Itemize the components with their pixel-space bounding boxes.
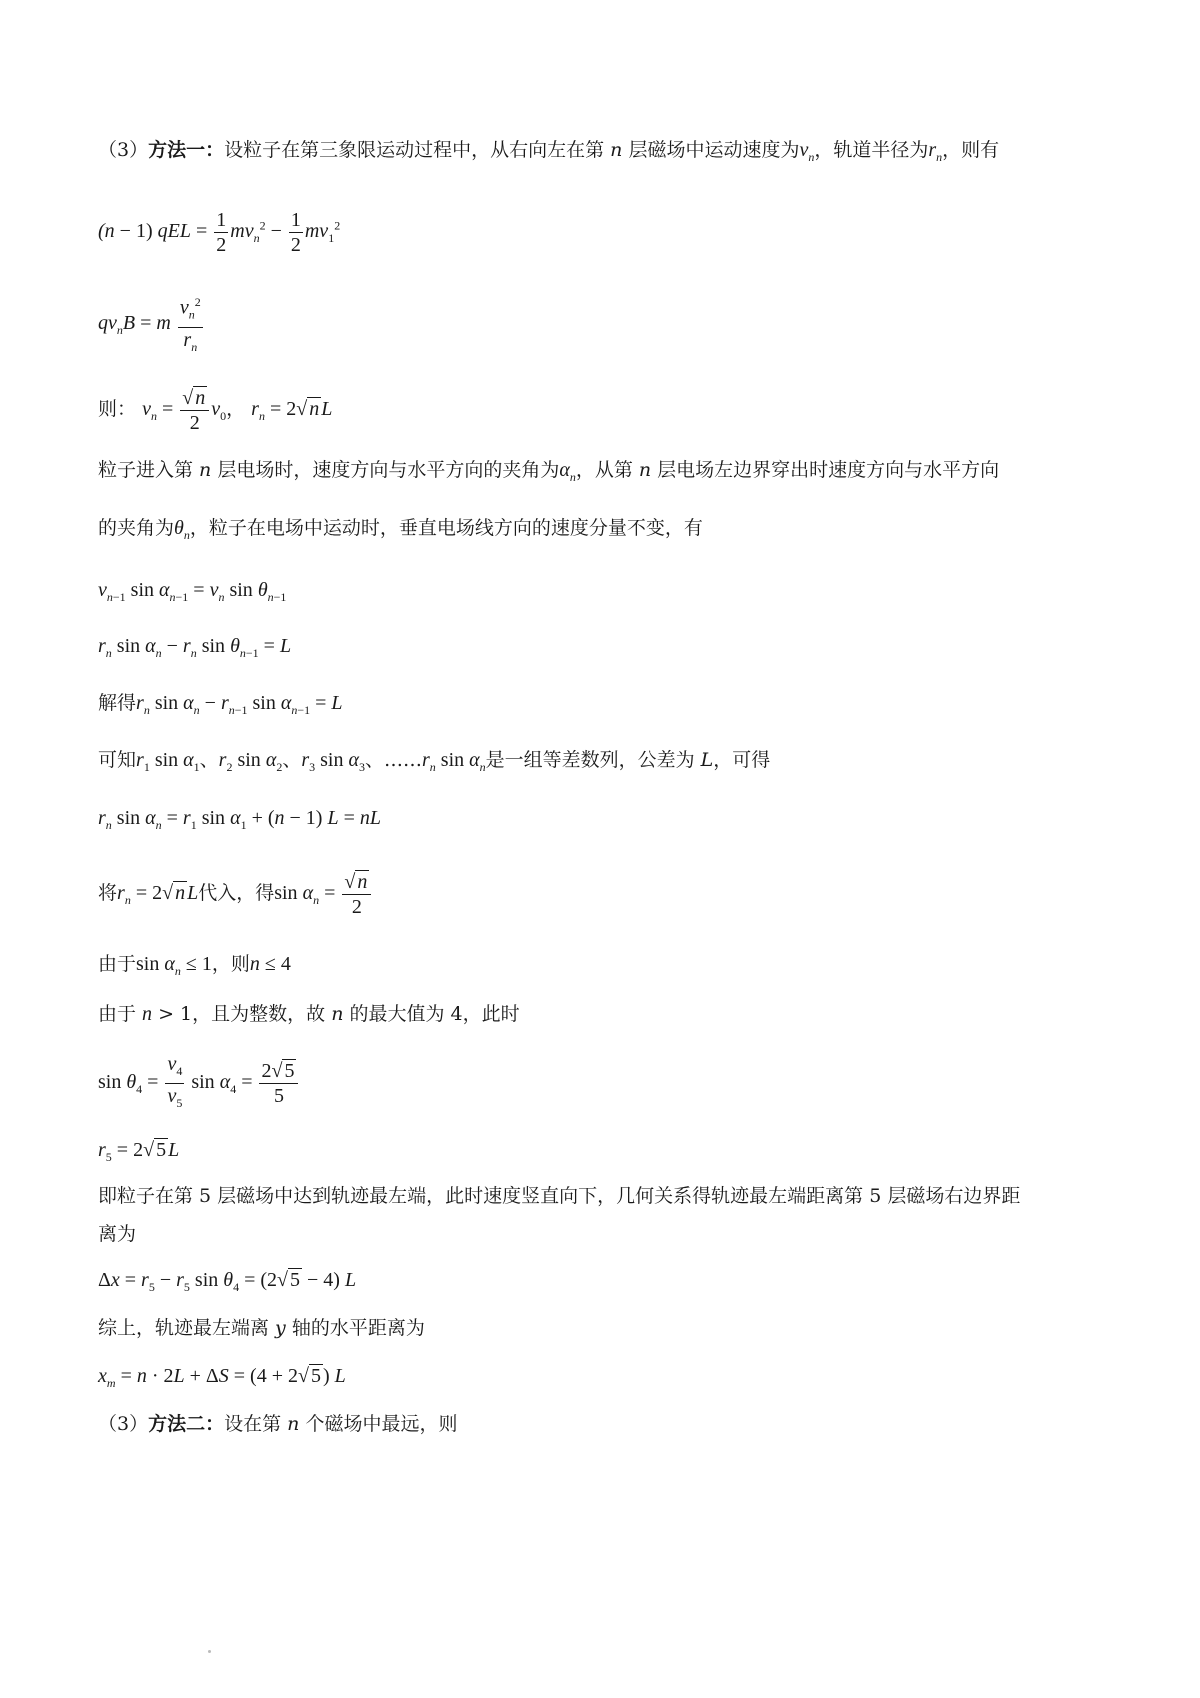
solved-equation: 解得$r_n$ $\sin \alpha_n - r_{n-1}$ $\sin \alpha_{n-1} = L$ [98,692,343,717]
method-label: 方法一： [148,139,225,161]
final-distance-equation: $x_m = n \cdot 2L + \Delta S = (4 + 2√$ 5 ) L [98,1365,346,1390]
energy-equation: (n − 1) qEL = $\frac{1}{2}$ $mv_n^2$ − $\frac{1}{2}$ $mv_1^2$ [98,209,341,256]
intro-text-d: ，则有 [942,139,1000,161]
method-one-intro [98,136,999,171]
sequence-sum-equation: $r_n$ $\sin \alpha_n = r_1$ $\sin \alpha_1 + (n - 1) L$ = nL [98,807,381,832]
intro-text-b: 层磁场中运动速度为 [622,139,800,161]
lorentz-equation: $qv_nB = m$ $\frac{v_n^2}{r_n}$ [98,290,205,359]
section-number: （3） [98,139,149,161]
delta-x-equation: $\Delta x = r_5 - r_5$ $\sin \theta_4 = (2√$ 5 − 4) L [98,1269,357,1294]
method-two-label: 方法二： [148,1413,225,1435]
sequence-prefix: 可知 [98,749,137,771]
inequality-mid: ，则 [211,953,250,975]
intro-text-c: ，轨道半径为 [814,139,929,161]
inequality-text: 由于$\sin \alpha_n \le 1$，则n ≤ 4 [98,953,291,978]
velocity-radius-result: 则： $v_n$ = $\frac{√ n}{2}$ $v_0$， $r_n = 2√$ n L [98,387,333,434]
exit-angle-text: 的夹角为$\theta_n$，粒子在电场中运动时，垂直电场线方向的速度分量不变，有 [98,517,703,542]
distance-label: 离为 [98,1223,137,1245]
substitute-mid: 代入，得 [198,882,275,905]
v-n-symbol: $v_n$ [799,139,815,164]
max-n-text: 由于 n > 1，且为整数，故 n 的最大值为 4，此时 [98,1003,520,1025]
sin-theta-equation: $\sin \theta_4$ = $\frac{v_4}{v_5}$ $\sin \alpha_4$ = $\frac{2√ 5}{5}$ [98,1052,300,1115]
r5-equation: $r_5 = 2√$ 5 L [98,1139,180,1164]
inequality-prefix: 由于 [98,953,137,975]
arithmetic-sequence-text: 可知$r_1$ $\sin \alpha_1$、$r_2$ $\sin \alpha_2$、$r_3$ $\sin \alpha_3$、$\dots\dots r_n$ $\sin \alpha_n$是一组等差数列，公差为 L，可得 [98,749,771,774]
footer-dot [208,1650,211,1653]
leftmost-point-text: 即粒子在第 5 层磁场中达到轨迹最左端，此时速度竖直向下，几何关系得轨迹最左端距离第 5 层磁场右边界距 [98,1185,1021,1207]
geometry-equation: $r_n$ $\sin \alpha_n - r_n$ $\sin \theta_{n-1} = L$ [98,635,292,660]
section-number-2: （3） [98,1413,149,1435]
summary-text: 综上，轨迹最左端离 y 轴的水平距离为 [98,1317,425,1339]
r-n-symbol: $r_n$ [928,139,943,164]
intro-text-a: 设粒子在第三象限运动过程中，从右向左在第 [224,139,611,161]
method-two-intro: （3）方法二：设在第 n 个磁场中最远，则 [98,1413,458,1435]
result-prefix: 则： [98,398,137,421]
velocity-component-equation: $v_{n-1}$ $\sin \alpha_{n-1} = v_n$ $\sin \theta_{n-1}$ [98,579,287,604]
leftmost-point-text-cont [98,1220,136,1248]
substitute-prefix: 将 [98,882,118,905]
electric-field-angle-text: 粒子进入第 n 层电场时，速度方向与水平方向的夹角为$\alpha_n$，从第 n 层电场左边界穿出时速度方向与水平方向 [98,459,1000,484]
intro-n: n [610,139,623,161]
solved-prefix: 解得 [98,692,137,714]
substitution-text: 将$r_n = 2√$ n L代入，得$\sin \alpha_n$ = $\frac{√ n}{2}$ [98,870,373,919]
